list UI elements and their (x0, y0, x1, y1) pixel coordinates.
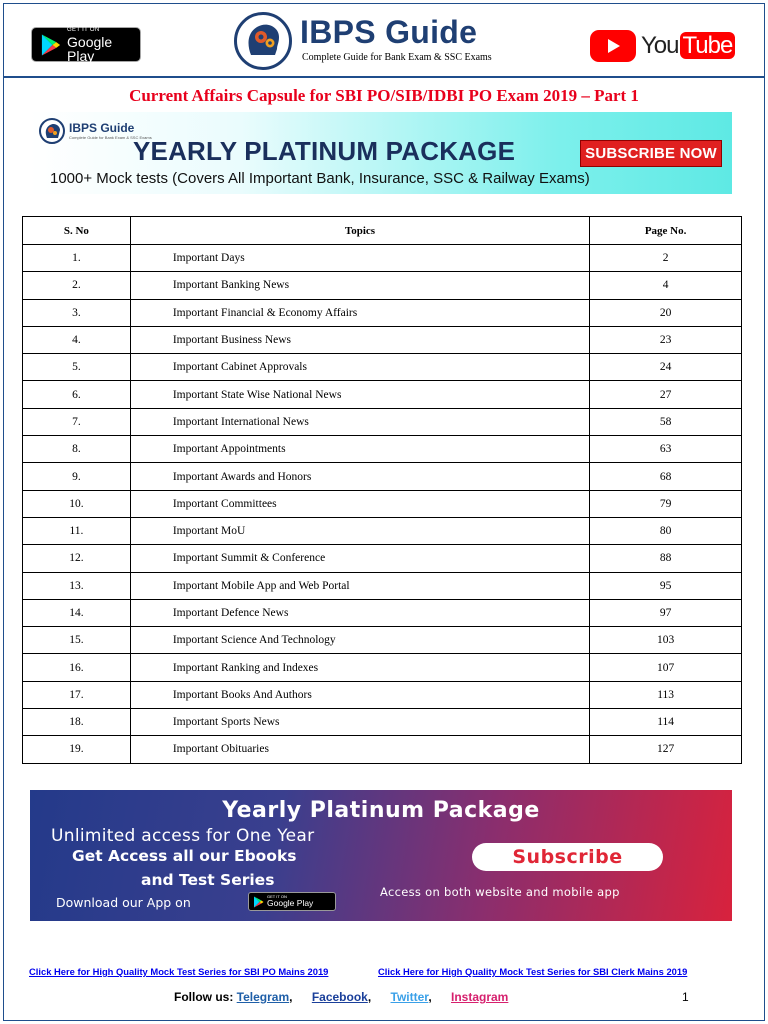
table-row (23, 627, 742, 654)
row-page-no: 80 (590, 517, 742, 544)
youtube-play-icon (590, 30, 636, 62)
row-topic: Important Financial & Economy Affairs (130, 299, 589, 326)
row-page-no: 58 (590, 408, 742, 435)
row-topic: Important International News (130, 408, 589, 435)
youtube-wordmark (641, 32, 735, 60)
row-page-no: 4 (590, 272, 742, 299)
row-page-no: 20 (590, 299, 742, 326)
banner2-badge-small: GET IT ON (267, 894, 287, 900)
sbi-clerk-mock-test-link[interactable]: Click Here for High Quality Mock Test Series for SBI Clerk Mains 2019 (378, 966, 688, 977)
banner-logo-subtitle: Complete Guide for Bank Exam & SSC Exams (69, 135, 152, 140)
table-row (23, 408, 742, 435)
ibps-guide-logo[interactable] (234, 12, 514, 72)
banner2-badge-label: Google Play (267, 898, 314, 909)
ibps-head-gear-icon (234, 12, 292, 70)
banner2-google-play-badge[interactable] (248, 892, 336, 911)
row-page-no: 63 (590, 436, 742, 463)
logo-subtitle: Complete Guide for Bank Exam & SSC Exams (302, 52, 492, 63)
row-page-no: 97 (590, 599, 742, 626)
row-sno: 9. (23, 463, 131, 490)
yearly-platinum-banner-bottom[interactable] (30, 790, 732, 921)
row-topic: Important Books And Authors (130, 681, 589, 708)
row-sno: 13. (23, 572, 131, 599)
google-play-badge[interactable] (31, 27, 141, 62)
row-topic: Important State Wise National News (130, 381, 589, 408)
youtube-tube: Tube (680, 32, 736, 59)
row-topic: Important Obituaries (130, 736, 589, 763)
row-sno: 12. (23, 545, 131, 572)
sbi-po-mock-test-link[interactable]: Click Here for High Quality Mock Test Series for SBI PO Mains 2019 (29, 966, 329, 977)
header-sno: S. No (23, 217, 131, 245)
row-sno: 16. (23, 654, 131, 681)
row-page-no: 23 (590, 326, 742, 353)
row-page-no: 88 (590, 545, 742, 572)
banner-logo-text: IBPS Guide (69, 121, 135, 135)
table-header-row (23, 217, 742, 245)
page-header (4, 4, 764, 78)
row-page-no: 114 (590, 709, 742, 736)
row-topic: Important Ranking and Indexes (130, 654, 589, 681)
table-row (23, 490, 742, 517)
contents-table (22, 216, 742, 764)
row-topic: Important Mobile App and Web Portal (130, 572, 589, 599)
row-topic: Important Cabinet Approvals (130, 354, 589, 381)
header-page-no: Page No. (590, 217, 742, 245)
row-sno: 15. (23, 627, 131, 654)
table-row (23, 299, 742, 326)
row-topic: Important Days (130, 245, 589, 272)
instagram-link[interactable]: Instagram (451, 990, 509, 1004)
row-page-no: 95 (590, 572, 742, 599)
banner2-download-text: Download our App on (56, 895, 191, 910)
banner2-unlimited-access: Unlimited access for One Year (51, 826, 315, 846)
row-sno: 18. (23, 709, 131, 736)
row-page-no: 107 (590, 654, 742, 681)
banner-heading: YEARLY PLATINUM PACKAGE (133, 136, 516, 166)
table-row (23, 681, 742, 708)
header-topics: Topics (130, 217, 589, 245)
row-page-no: 2 (590, 245, 742, 272)
subscribe-button[interactable]: Subscribe (472, 843, 663, 871)
page-number: 1 (682, 990, 689, 1004)
row-topic: Important Summit & Conference (130, 545, 589, 572)
table-row (23, 463, 742, 490)
table-row (23, 599, 742, 626)
row-sno: 11. (23, 517, 131, 544)
row-sno: 7. (23, 408, 131, 435)
subscribe-now-button[interactable]: SUBSCRIBE NOW (580, 140, 722, 167)
row-sno: 4. (23, 326, 131, 353)
youtube-you: You (641, 32, 679, 59)
row-sno: 8. (23, 436, 131, 463)
row-page-no: 113 (590, 681, 742, 708)
table-row (23, 654, 742, 681)
row-sno: 6. (23, 381, 131, 408)
row-topic: Important Defence News (130, 599, 589, 626)
row-topic: Important Appointments (130, 436, 589, 463)
banner2-access-text: Access on both website and mobile app (380, 885, 620, 899)
google-play-badge-small: GET IT ON (67, 26, 100, 33)
row-page-no: 24 (590, 354, 742, 381)
table-row (23, 736, 742, 763)
row-topic: Important Science And Technology (130, 627, 589, 654)
table-row (23, 326, 742, 353)
row-page-no: 27 (590, 381, 742, 408)
row-topic: Important Awards and Honors (130, 463, 589, 490)
row-topic: Important Business News (130, 326, 589, 353)
table-row (23, 381, 742, 408)
table-body (23, 245, 742, 764)
table-row (23, 436, 742, 463)
row-topic: Important MoU (130, 517, 589, 544)
telegram-link[interactable]: Telegram (236, 990, 290, 1004)
row-sno: 10. (23, 490, 131, 517)
banner2-ebooks-line: Get Access all our Ebooks (72, 847, 297, 865)
table-row (23, 517, 742, 544)
table-row (23, 545, 742, 572)
facebook-link[interactable]: Facebook (311, 990, 368, 1004)
row-topic: Important Sports News (130, 709, 589, 736)
document-title: Current Affairs Capsule for SBI PO/SIB/IDBI PO Exam 2019 – Part 1 (129, 86, 639, 105)
table-row (23, 354, 742, 381)
follow-us: Follow us: Telegram, Facebook, Twitter, Instagram (174, 990, 509, 1004)
banner-ibps-logo-icon (39, 118, 65, 144)
twitter-link[interactable]: Twitter (390, 990, 429, 1004)
table-row (23, 572, 742, 599)
row-sno: 17. (23, 681, 131, 708)
row-topic: Important Committees (130, 490, 589, 517)
row-sno: 14. (23, 599, 131, 626)
row-sno: 5. (23, 354, 131, 381)
banner2-test-series-line: and Test Series (141, 871, 275, 889)
table-row (23, 272, 742, 299)
row-page-no: 103 (590, 627, 742, 654)
youtube-logo[interactable] (590, 30, 735, 62)
follow-us-label: Follow us: (174, 990, 234, 1004)
banner2-title: Yearly Platinum Package (222, 798, 540, 823)
google-play-icon (253, 896, 264, 908)
row-sno: 1. (23, 245, 131, 272)
yearly-platinum-banner-top[interactable] (30, 112, 732, 194)
google-play-icon (40, 33, 61, 57)
table-row (23, 709, 742, 736)
row-sno: 2. (23, 272, 131, 299)
table-row (23, 245, 742, 272)
logo-title: IBPS Guide (300, 14, 478, 50)
row-sno: 3. (23, 299, 131, 326)
row-page-no: 79 (590, 490, 742, 517)
row-topic: Important Banking News (130, 272, 589, 299)
row-page-no: 68 (590, 463, 742, 490)
banner-subheading: 1000+ Mock tests (Covers All Important Bank, Insurance, SSC & Railway Exams) (50, 170, 590, 187)
google-play-badge-label: Google Play (67, 33, 113, 64)
row-sno: 19. (23, 736, 131, 763)
row-page-no: 127 (590, 736, 742, 763)
